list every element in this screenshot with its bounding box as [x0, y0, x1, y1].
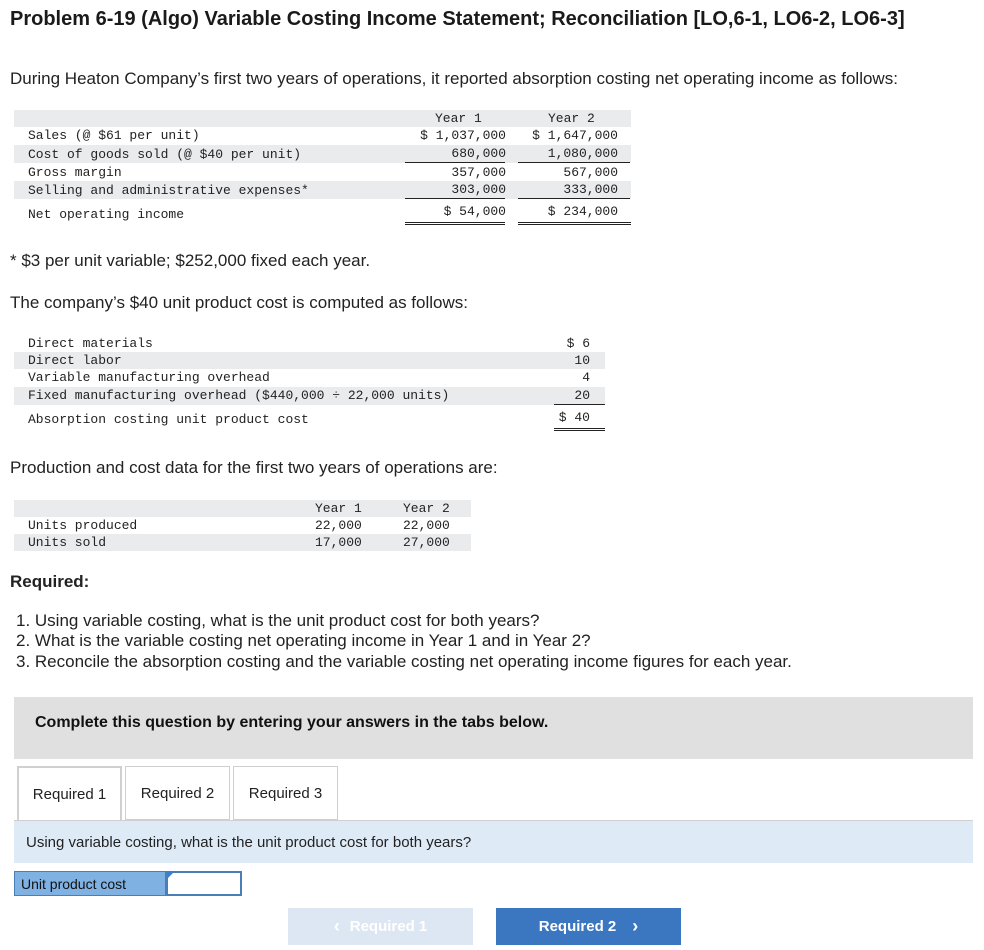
units-sold-year1: 17,000 — [315, 535, 362, 550]
underline — [518, 162, 630, 163]
tab-required-1[interactable]: Required 1 — [17, 766, 122, 820]
prev-button[interactable] — [288, 908, 473, 945]
row-label-net-operating-income: Net operating income — [28, 207, 185, 222]
gross-margin-year2: 567,000 — [563, 165, 618, 180]
cogs-year1: 680,000 — [451, 146, 506, 161]
selling-admin-year2: 333,000 — [563, 182, 618, 197]
input-flag-icon — [168, 871, 175, 878]
row-shade — [14, 110, 631, 127]
page-title: Problem 6-19 (Algo) Variable Costing Income Statement; Reconciliation [LO,6-1, LO6-2, LO6-3] — [10, 8, 905, 30]
unit-cost-intro: The company’s $40 unit product cost is computed as follows: — [10, 293, 468, 312]
row-label-gross-margin: Gross margin — [28, 165, 122, 180]
footnote: * $3 per unit variable; $252,000 fixed each year. — [10, 251, 371, 270]
unit-product-cost-label: Unit product cost — [14, 871, 166, 896]
chevron-left-icon: ‹ — [333, 916, 340, 936]
next-button[interactable] — [496, 908, 681, 945]
required-item-1: 1. Using variable costing, what is the unit product cost for both years? — [16, 611, 540, 630]
unit-product-cost-input[interactable] — [168, 873, 240, 894]
question-text: Using variable costing, what is the unit product cost for both years? — [26, 834, 472, 851]
cogs-year2: 1,080,000 — [547, 146, 618, 161]
row-label-units-produced: Units produced — [28, 518, 138, 533]
sales-year2: $ 1,647,000 — [532, 128, 618, 143]
unit-product-cost-input-wrapper — [166, 871, 242, 896]
row-label-absorption-cost: Absorption costing unit product cost — [28, 412, 309, 427]
double-underline — [554, 428, 605, 431]
units-produced-year2: 22,000 — [403, 518, 450, 533]
noi-year1: $ 54,000 — [443, 204, 506, 219]
units-sold-year2: 27,000 — [403, 535, 450, 550]
required-item-2: 2. What is the variable costing net operating income in Year 1 and in Year 2? — [16, 631, 591, 650]
double-underline — [518, 222, 631, 225]
header-year2: Year 2 — [403, 501, 450, 516]
header-year1: Year 1 — [435, 111, 482, 126]
underline — [518, 198, 630, 199]
sales-year1: $ 1,037,000 — [420, 128, 506, 143]
prev-button-label: Required 1 — [349, 918, 428, 935]
tab-required-3[interactable]: Required 3 — [233, 766, 338, 820]
instruction-banner-text: Complete this question by entering your answers in the tabs below. — [35, 714, 549, 731]
row-label-cogs: Cost of goods sold (@ $40 per unit) — [28, 147, 302, 162]
next-button-label: Required 2 — [538, 918, 617, 935]
required-item-3: 3. Reconcile the absorption costing and the variable costing net operating income figures for each year. — [16, 652, 792, 671]
intro-text: During Heaton Company’s first two years of operations, it reported absorption costing net operating income as follows: — [10, 69, 898, 88]
row-label-units-sold: Units sold — [28, 535, 107, 550]
units-produced-year1: 22,000 — [315, 518, 362, 533]
variable-overhead-value: 4 — [582, 370, 590, 385]
underline — [405, 162, 505, 163]
row-label-variable-overhead: Variable manufacturing overhead — [28, 370, 270, 385]
header-year1: Year 1 — [315, 501, 362, 516]
tab-required-2[interactable]: Required 2 — [125, 766, 230, 820]
required-heading: Required: — [10, 572, 90, 591]
underline — [405, 198, 505, 199]
underline — [554, 404, 605, 405]
noi-year2: $ 234,000 — [547, 204, 618, 219]
chevron-right-icon: › — [632, 916, 639, 936]
row-label-sales: Sales (@ $61 per unit) — [28, 128, 200, 143]
selling-admin-year1: 303,000 — [451, 182, 506, 197]
production-intro: Production and cost data for the first two years of operations are: — [10, 458, 498, 477]
row-label-direct-labor: Direct labor — [28, 353, 122, 368]
fixed-overhead-value: 20 — [574, 388, 590, 403]
direct-labor-value: 10 — [574, 353, 590, 368]
gross-margin-year1: 357,000 — [451, 165, 506, 180]
double-underline — [405, 222, 505, 225]
row-label-fixed-overhead: Fixed manufacturing overhead ($440,000 ÷ 22,000 units) — [28, 388, 450, 403]
row-label-selling-admin: Selling and administrative expenses* — [28, 183, 309, 198]
row-label-direct-materials: Direct materials — [28, 336, 153, 351]
header-year2: Year 2 — [548, 111, 595, 126]
direct-materials-value: $ 6 — [566, 336, 590, 351]
absorption-cost-value: $ 40 — [558, 410, 590, 425]
